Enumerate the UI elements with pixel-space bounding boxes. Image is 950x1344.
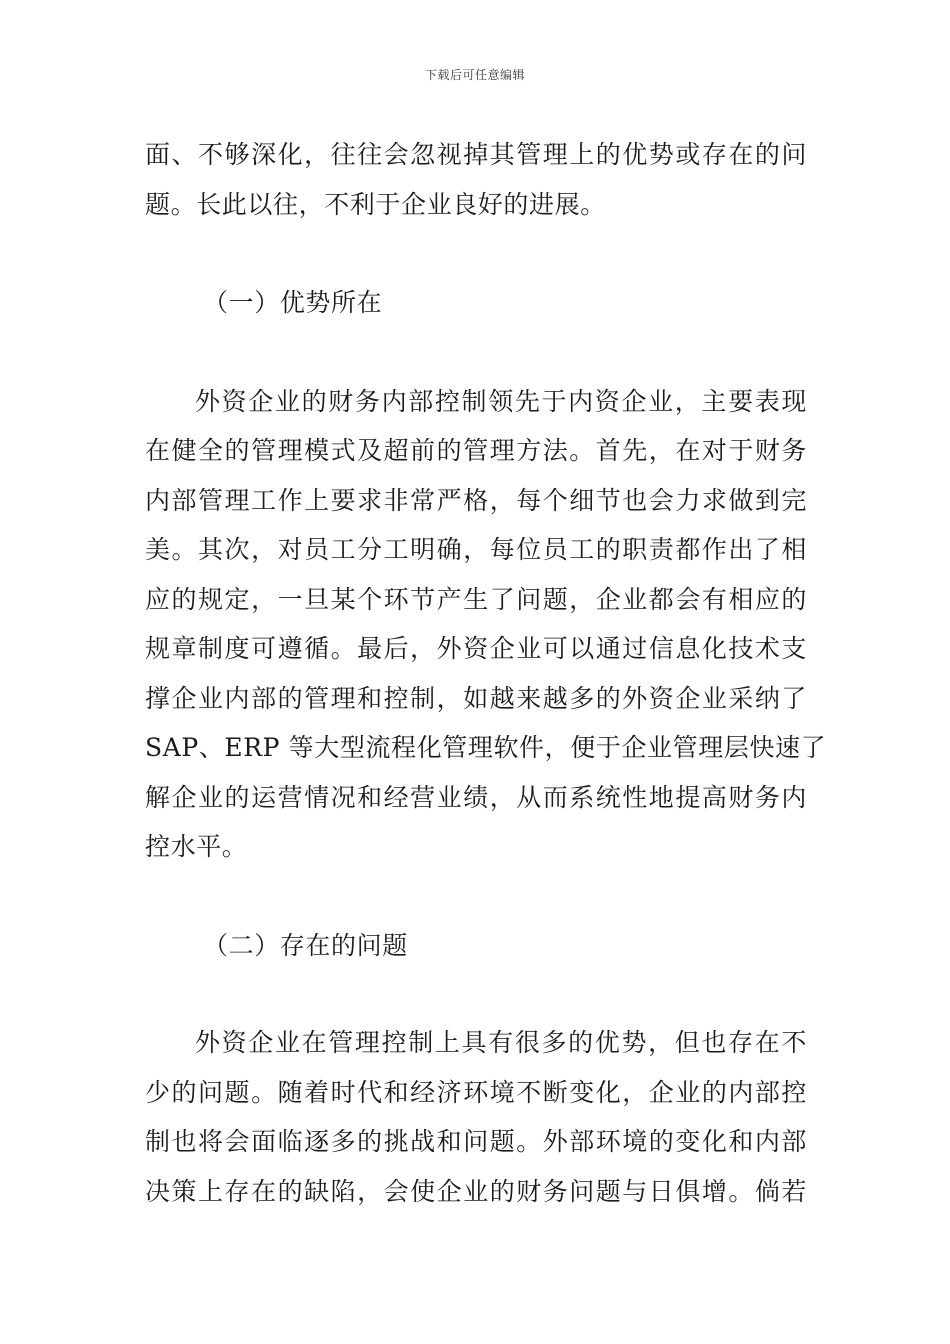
- text-line: 决策上存在的缺陷，会使企业的财务问题与日俱增。倘若: [145, 1176, 807, 1206]
- text-line: 在健全的管理模式及超前的管理方法。首先，在对于财务: [145, 436, 807, 465]
- paragraph-2: [145, 377, 827, 872]
- section-heading-advantages: （一）优势所在: [203, 288, 383, 317]
- text-line: 撑企业内部的管理和控制，如越来越多的外资企业采纳了: [145, 683, 807, 713]
- text-line: 控水平。: [145, 832, 248, 861]
- text-line: 内部管理工作上要求非常严格，每个细节也会力求做到完: [145, 485, 807, 515]
- section-heading-problems: （二）存在的问题: [203, 930, 408, 960]
- text-line: 规章制度可遵循。最后，外资企业可以通过信息化技术支: [145, 634, 807, 663]
- spacer: [145, 872, 807, 921]
- text-line: 美。其次，对员工分工明确，每位员工的职责都作出了相: [145, 535, 807, 564]
- paragraph-1: [145, 130, 807, 229]
- text-line: 应的规定，一旦某个环节产生了问题，企业都会有相应的: [145, 584, 807, 614]
- spacer: [145, 970, 807, 1018]
- text-line: SAP、ERP 等大型流程化管理软件，便于企业管理层快速了: [145, 733, 827, 762]
- text-line: 面、不够深化，往往会忽视掉其管理上的优势或存在的问: [145, 140, 807, 169]
- page-header-note: 下载后可任意编辑: [424, 68, 525, 82]
- document-body: [145, 130, 827, 1216]
- spacer: [145, 229, 807, 278]
- text-line: 外资企业的财务内部控制领先于内资企业，主要表现: [195, 386, 807, 416]
- paragraph-3: [145, 1018, 807, 1216]
- text-line: 少的问题。随着时代和经济环境不断变化，企业的内部控: [145, 1077, 807, 1107]
- text-line: 外资企业在管理控制上具有很多的优势，但也存在不: [195, 1028, 807, 1057]
- text-line: 解企业的运营情况和经营业绩，从而系统性地提高财务内: [145, 782, 807, 812]
- text-line: 题。长此以往，不利于企业良好的进展。: [145, 189, 606, 219]
- text-line: 制也将会面临逐多的挑战和问题。外部环境的变化和内部: [145, 1127, 807, 1156]
- spacer: [145, 328, 807, 377]
